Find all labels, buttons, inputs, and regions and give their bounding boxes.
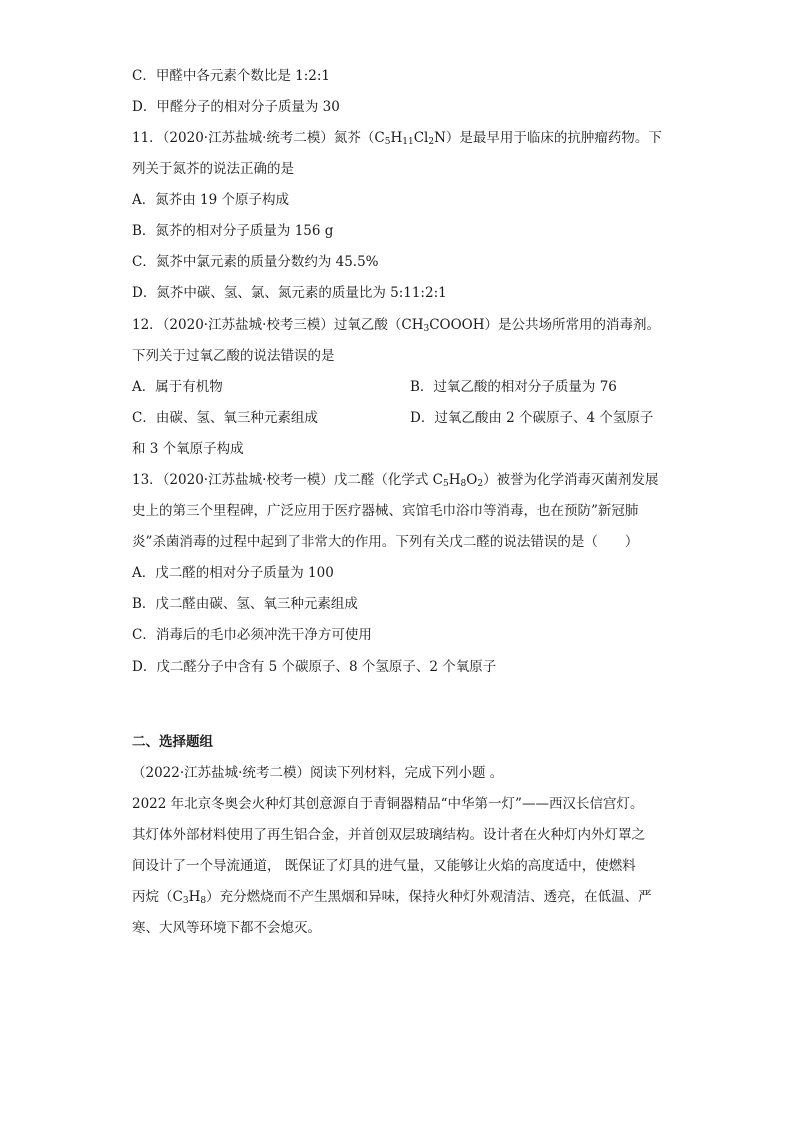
p4-sub1: 3	[182, 896, 189, 906]
q12-stem-suffix: COOOH）是公共场所常用的消毒剂。	[429, 317, 661, 333]
q11-stem-line2: 列关于氮芥的说法正确的是	[132, 161, 294, 177]
q11-formula-cl-sub: 2	[428, 137, 435, 147]
p4-suffix: ）充分燃烧而不产生黑烟和异味，保持火种灯外观清洁、透亮，在低温、严	[206, 889, 652, 905]
q13-sub2: 8	[460, 479, 467, 489]
q11-option-d: D．氮芥中碳、氢、氯、氮元素的质量比为 5:11:2:1	[132, 285, 447, 301]
q11-stem-suffix: ）是最早用于临床的抗肿瘤药物。下	[445, 130, 662, 146]
q12-stem-line2: 下列关于过氧乙酸的说法错误的是	[132, 348, 335, 364]
q11-formula-n: N	[434, 130, 446, 146]
q11-option-c: C．氮芥中氯元素的质量分数约为 45.5%	[132, 254, 379, 270]
q13-stem-suffix: ）被誉为化学消毒灭菌剂发展	[483, 472, 659, 488]
p4-sub2: 8	[200, 896, 207, 906]
section2-paragraph-line5: 寒、大风等环境下都不会熄灭。	[132, 920, 321, 936]
q13-option-d: D．戊二醛分子中含有 5 个碳原子、8 个氢原子、2 个氧原子	[132, 659, 497, 675]
q11-formula-c: C	[374, 130, 385, 146]
section2-intro: （2022·江苏盐城·统考二模）阅读下列材料，完成下列小题 。	[132, 765, 504, 781]
q12-stem-sub: 3	[423, 324, 430, 334]
p4-mid: H	[188, 889, 201, 905]
section2-paragraph-line1: 2022 年北京冬奥会火种灯其创意源自于青铜器精品“中华第一灯”——西汉长信宫灯。	[132, 796, 644, 812]
q13-sub1: 5	[443, 479, 449, 489]
q13-mid2: O	[466, 472, 478, 488]
q13-mid1: H	[448, 472, 461, 488]
q13-stem-line3: 炎”杀菌消毒的过程中起到了非常大的作用。下列有关戊二醛的说法错误的是（ ）	[132, 534, 639, 550]
q11-stem-prefix: 11．（2020·江苏盐城·统考二模）氮芥（	[132, 130, 375, 146]
q13-stem-prefix: 13．（2020·江苏盐城·校考一模）戊二醛（化学式 C	[132, 472, 443, 488]
p4-prefix: 丙烷（C	[132, 889, 183, 905]
section2-paragraph-line3: 间设计了一个导流通道， 既保证了灯具的进气量，又能够让火焰的高度适中，使燃料	[132, 858, 636, 874]
section2-paragraph-line4	[132, 887, 652, 907]
q10-option-c: C．甲醛中各元素个数比是 1:2:1	[132, 68, 330, 84]
q11-formula-cl: Cl	[413, 130, 429, 146]
q10-option-d: D．甲醛分子的相对分子质量为 30	[132, 99, 340, 115]
q13-stem	[132, 470, 659, 490]
q12-stem	[132, 315, 660, 335]
q12-option-c: C．由碳、氢、氧三种元素组成	[132, 410, 318, 426]
q11-formula-c-sub: 5	[384, 137, 391, 147]
q12-option-d: D．过氧乙酸由 2 个碳原子、4 个氢原子	[410, 410, 654, 426]
q11-option-a: A．氮芥由 19 个原子构成	[132, 192, 290, 208]
section2-heading: 二、选择题组	[132, 734, 213, 750]
section2-paragraph-line2: 其灯体外部材料使用了再生铝合金，并首创双层玻璃结构。设计者在火种灯内外灯罩之	[132, 827, 645, 843]
q12-stem-prefix: 12．（2020·江苏盐城·校考三模）过氧乙酸（CH	[132, 317, 424, 333]
q11-formula-h: H	[390, 130, 403, 146]
q11-option-b: B．氮芥的相对分子质量为 156 g	[132, 223, 334, 239]
q13-sub3: 2	[477, 479, 484, 489]
q11-formula-h-sub: 11	[402, 137, 414, 147]
q11-stem	[132, 128, 662, 148]
q13-stem-line2: 史上的第三个里程碑，广泛应用于医疗器械、宾馆毛巾浴巾等消毒，也在预防”新冠肺	[132, 503, 639, 519]
q13-option-c: C．消毒后的毛巾必须冲洗干净方可使用	[132, 627, 372, 643]
q12-option-b: B．过氧乙酸的相对分子质量为 76	[410, 379, 617, 395]
q12-option-a: A．属于有机物	[132, 379, 223, 395]
q12-option-d-cont: 和 3 个氧原子构成	[132, 441, 244, 457]
q13-option-a: A．戊二醛的相对分子质量为 100	[132, 565, 334, 581]
q13-option-b: B．戊二醛由碳、氢、氧三种元素组成	[132, 596, 358, 612]
